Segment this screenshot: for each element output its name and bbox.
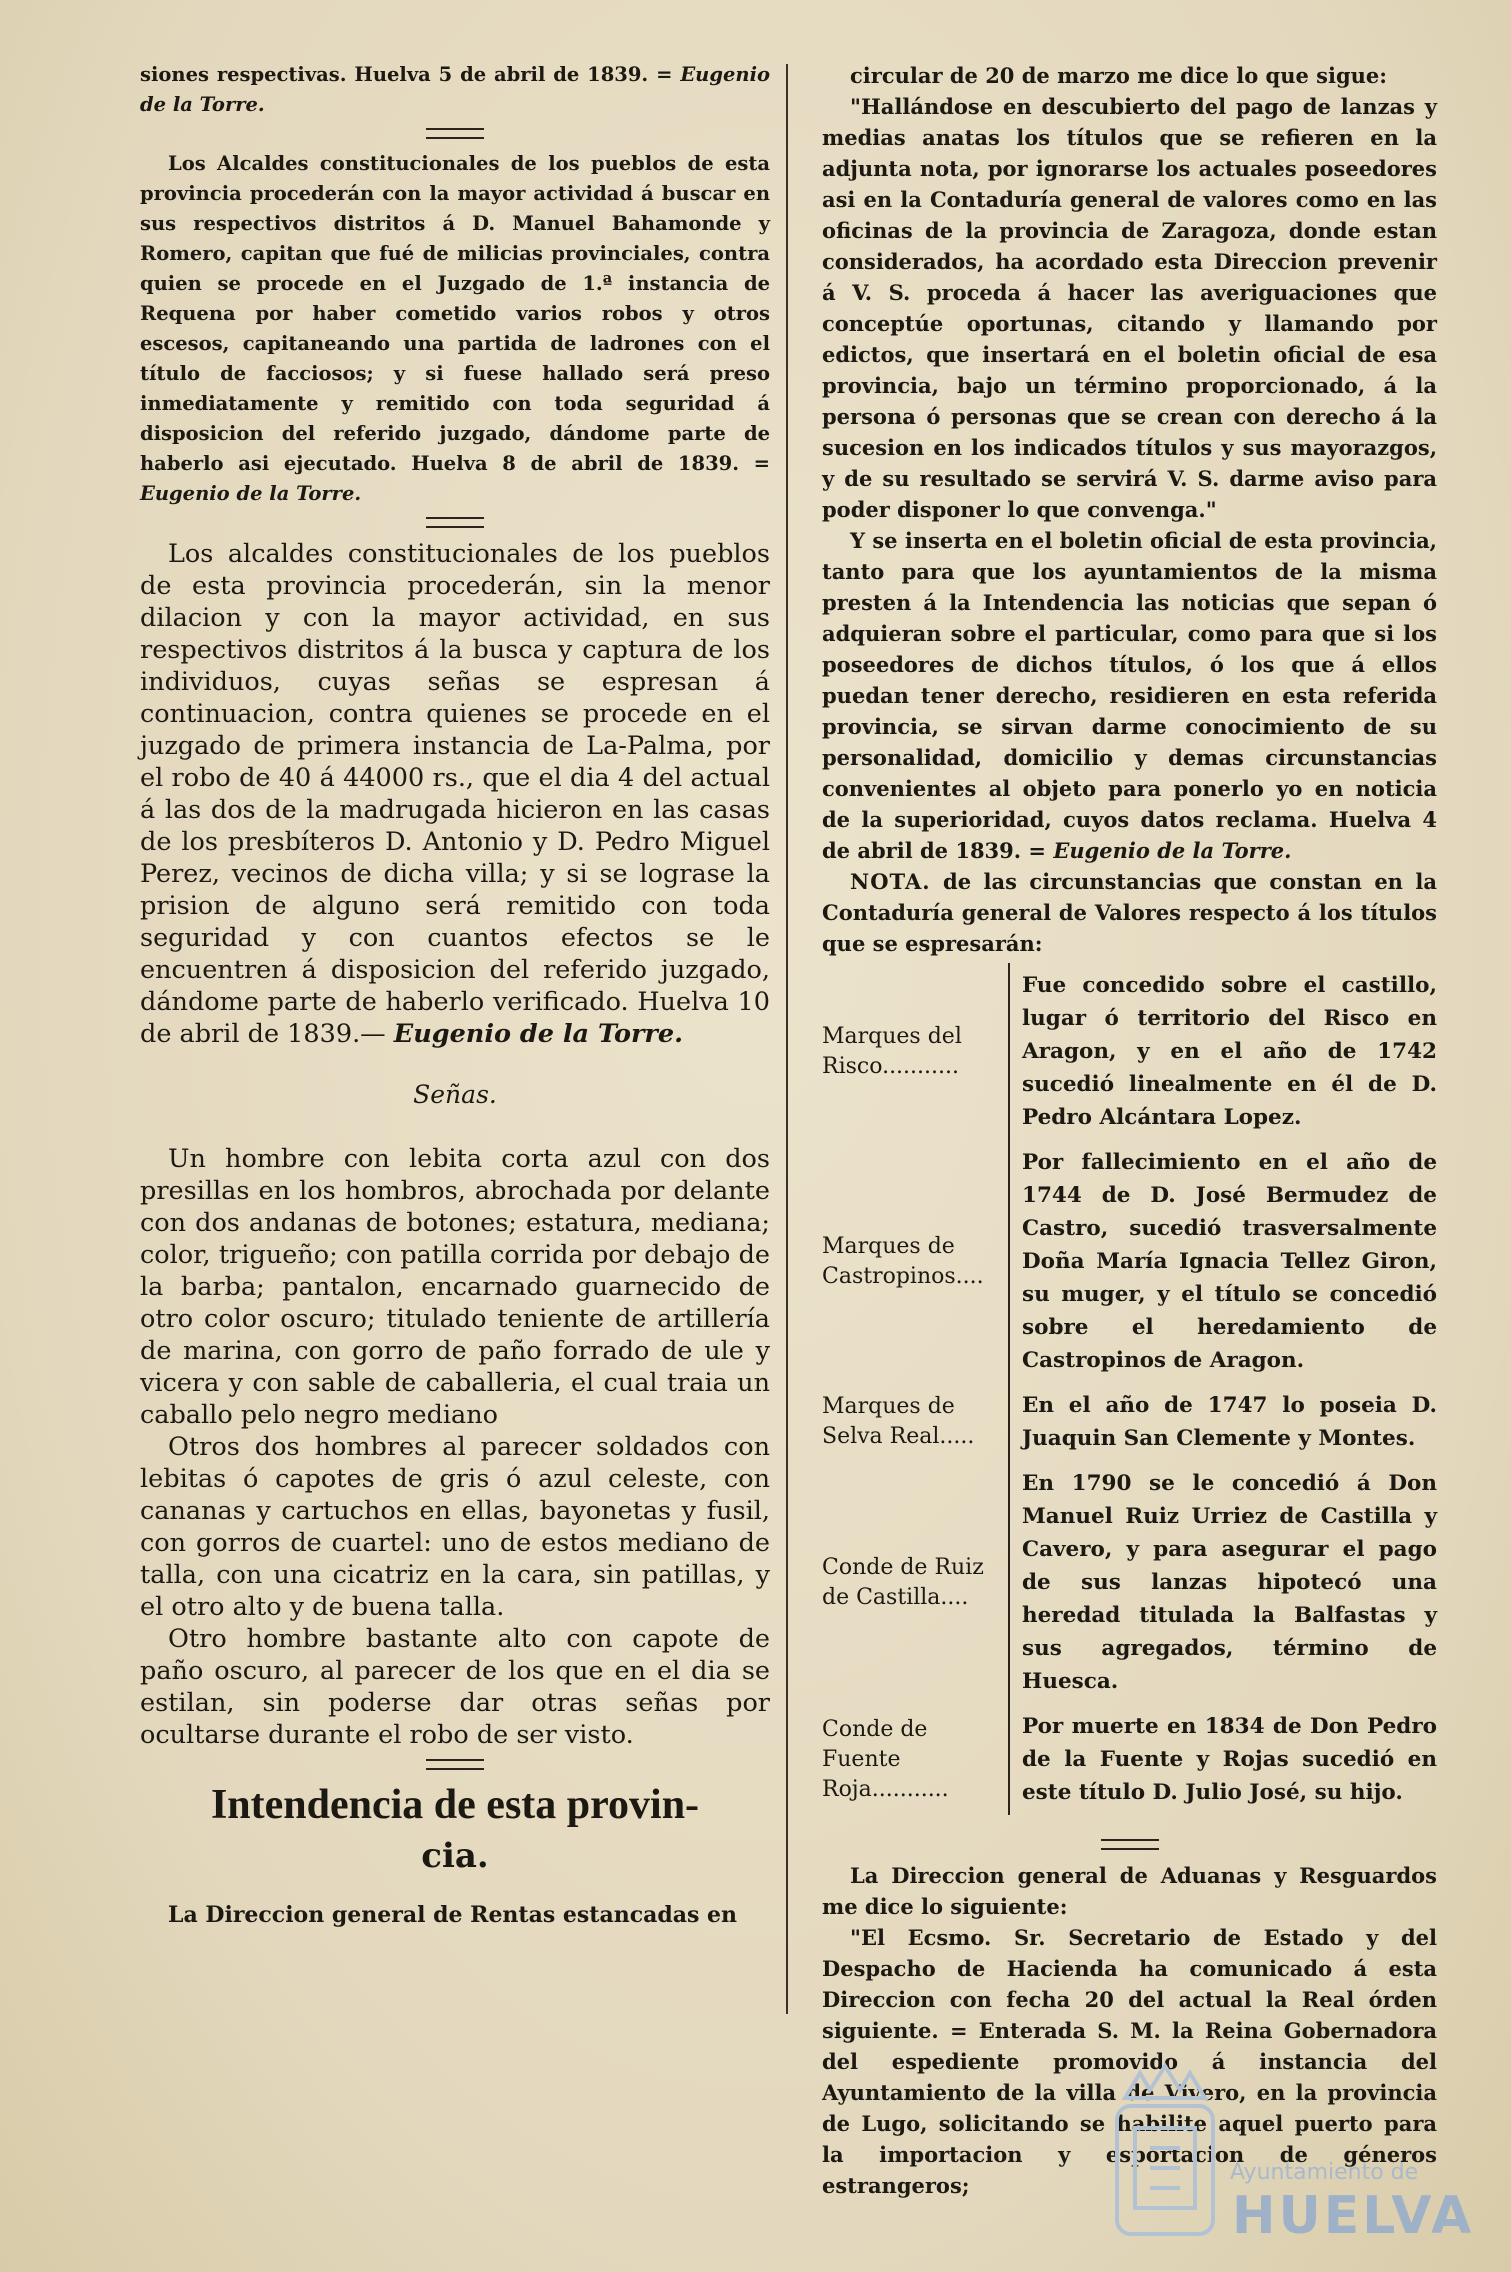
section-heading-cont: cia.	[421, 1836, 489, 1876]
paragraph: "Hallándose en descubierto del pago de lanzas y medias anatas los títulos que se refieren en la adjunta nota, por ignorarse los actuales poseedores asi en la Contaduría general de valores como en las oficinas de la provincia de Zaragoza, donde estan considerados, ha acordado esta Direccion prevenir á V. S. proceda á hacer las averiguaciones que conceptúe oportunas, citando y llamando por edictos, que insertará en el boletin oficial de esa provincia, bajo un término proporcionado, á la persona ó personas que se crean con derecho á la sucesion en los indicados títulos y sus mayorazgos, y de su resultado se servirá V. S. darme aviso para poder disponer lo que convenga."	[822, 94, 1437, 522]
separator	[426, 1759, 484, 1770]
separator	[1101, 1839, 1159, 1850]
paragraph: Los Alcaldes constitucionales de los pueblos de esta provincia procederán con la mayor actividad á buscar en sus respectivos distritos á D. Manuel Bahamonde y Romero, capitan que fué de milicias provinciales, contra quien se procede en el Juzgado de 1.ª instancia de Requena por haber cometido varios robos y otros escesos, capitaneando una partida de ladrones con el título de facciosos; y si fuese hallado será preso inmediatamente y remitido con toda seguridad á disposicion del referido juzgado, dándome parte de haberlo asi ejecutado. Huelva 8 de abril de 1839. = Eugenio de la Torre.	[140, 152, 770, 505]
left-column	[140, 60, 770, 1930]
column-rule	[786, 64, 788, 2014]
title-desc: Por fallecimiento en el año de 1744 de D. José Bermudez de Castro, sucedió trasversalmente Doña María Ignacia Tellez Giron, su muger, y el título se concedió sobre el heredamiento de Castropinos de Aragon.	[1009, 1140, 1437, 1383]
city-crest-icon	[1095, 2058, 1235, 2243]
paragraph: Los alcaldes constitucionales de los pueblos de esta provincia procederán, sin la menor dilacion y con la mayor actividad, en sus respectivos distritos á la busca y captura de los individuos, cuyas señas se espresan á continuacion, contra quienes se procede en el juzgado de primera instancia de La-Palma, por el robo de 40 á 44000 rs., que el dia 4 del actual á las dos de la madrugada hicieron en las casas de los presbíteros D. Antonio y D. Pedro Miguel Perez, vecinos de dicha villa; y si se lograse la prision de alguno será remitido con toda seguridad y con cuantos efectos se le encuentren á disposicion del referido juzgado, dándome parte de haberlo verificado. Huelva 10 de abril de 1839.— Eugenio de la Torre.	[140, 539, 770, 1049]
paragraph: circular de 20 de marzo me dice lo que sigue:	[850, 63, 1388, 88]
table-row	[822, 1461, 1437, 1704]
paragraph: siones respectivas. Huelva 5 de abril de 1839. = Eugenio de la Torre.	[140, 63, 770, 116]
paragraph: Otros dos hombres al parecer soldados con lebitas ó capotes de gris ó azul celeste, con cananas y cartuchos en ellas, bayonetas y fusil, con gorros de cuartel: uno de estos mediano de talla, con una cicatriz en la cara, sin patillas, y el otro alto y de buena talla.	[140, 1432, 770, 1622]
title-desc: En 1790 se le concedió á Don Manuel Ruiz Urriez de Castilla y Cavero, y para asegurar el pago de sus lanzas hipotecó una heredad titulada la Balfastas y sus agregados, término de Huesca.	[1009, 1461, 1437, 1704]
title-desc: Por muerte en 1834 de Don Pedro de la Fuente y Rojas sucedió en este título D. Julio José, su hijo.	[1009, 1704, 1437, 1815]
paragraph: Un hombre con lebita corta azul con dos presillas en los hombros, abrochada por delante con dos andanas de botones; estatura, mediana; color, trigueño; con patilla corrida por debajo de la barba; pantalon, encarnado guarnecido de otro color oscuro; titulado teniente de artillería de marina, con gorro de paño forrado de ule y vicera y con sable de caballeria, el cual traia un caballo pelo negro mediano	[140, 1144, 770, 1430]
table-row	[822, 963, 1437, 1140]
section-title: Señas.	[413, 1080, 497, 1109]
title-name: Conde de Fuente Roja...........	[822, 1716, 949, 1802]
separator	[426, 128, 484, 139]
nota-paragraph: NOTA. de las circunstancias que constan en la Contaduría general de Valores respecto á los títulos que se espresarán:	[822, 869, 1437, 956]
paragraph: Y se inserta en el boletin oficial de esta provincia, tanto para que los ayuntamientos de la misma presten á la Intendencia las noticias que sepan ó adquieran sobre el particular, como para que si los poseedores de dichos títulos, ó los que á ellos puedan tener derecho, residieren en esta referida provincia, se sirvan darme conocimiento de su personalidad, domicilio y demas circunstancias convenientes al objeto para ponerlo yo en noticia de la superioridad, cuyos datos reclama. Huelva 4 de abril de 1839. = Eugenio de la Torre.	[822, 528, 1437, 863]
title-name: Marques de Castropinos....	[822, 1233, 984, 1289]
title-name: Marques del Risco...........	[822, 1023, 962, 1079]
title-desc: Fue concedido sobre el castillo, lugar ó territorio del Risco en Aragon, y en el año de 1742 sucedió linealmente en él de D. Pedro Alcántara Lopez.	[1009, 963, 1437, 1140]
watermark-line1: Ayuntamiento de	[1230, 2160, 1419, 2185]
separator	[426, 517, 484, 528]
table-row	[822, 1383, 1437, 1461]
titles-table	[822, 963, 1437, 1815]
title-name: Conde de Ruiz de Castilla....	[822, 1554, 984, 1610]
title-desc: En el año de 1747 lo poseia D. Juaquin San Clemente y Montes.	[1009, 1383, 1437, 1461]
section-heading: Intendencia de esta provin-	[210, 1782, 700, 1828]
paragraph: "El Ecsmo. Sr. Secretario de Estado y del Despacho de Hacienda ha comunicado á esta Direccion con fecha 20 del actual la Real órden siguiente. = Enterada S. M. la Reina Gobernadora del espediente promovido á instancia del Ayuntamiento de la villa de Vivero, en la provincia de Lugo, solicitando se habilite aquel puerto para la importacion y esportacion de géneros estrangeros;	[822, 1925, 1437, 2198]
paragraph: La Direccion general de Aduanas y Resguardos me dice lo siguiente:	[822, 1863, 1437, 1919]
watermark-line2: HUELVA	[1232, 2186, 1475, 2246]
title-name: Marques de Selva Real.....	[822, 1394, 975, 1449]
table-row	[822, 1704, 1437, 1815]
paragraph: La Direccion general de Rentas estancadas en	[168, 1902, 738, 1928]
table-row	[822, 1140, 1437, 1383]
paragraph: Otro hombre bastante alto con capote de paño oscuro, al parecer de los que en el dia se estilan, sin poderse dar otras señas por ocultarse durante el robo de ser visto.	[140, 1624, 770, 1750]
right-column	[822, 60, 1437, 2201]
